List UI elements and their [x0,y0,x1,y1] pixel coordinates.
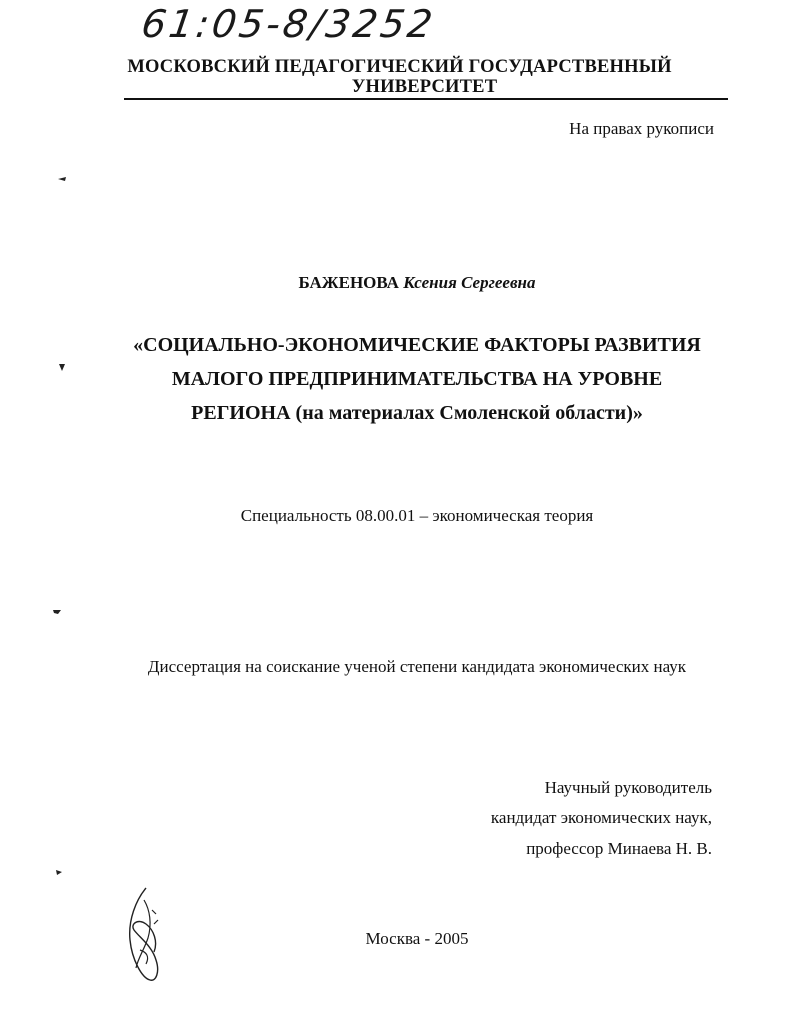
catalog-number: 61:05-8/3252 [138,2,439,46]
author-given-names: Ксения Сергеевна [403,273,536,292]
rights-note: На правах рукописи [569,119,714,138]
university-name-line2: УНИВЕРСИТЕТ [351,77,498,97]
supervisor-degree: кандидат экономических наук, [490,808,712,827]
signature-icon [116,880,176,990]
binding-mark-icon [57,362,67,372]
supervisor-name: профессор Минаева Н. В. [526,839,712,858]
header-divider [124,98,728,100]
specialty-line: Специальность 08.00.01 – экономическая теория [240,506,594,525]
thesis-title-line2: МАЛОГО ПРЕДПРИНИМАТЕЛЬСТВА НА УРОВНЕ [171,368,663,390]
binding-mark-icon [57,174,67,184]
city-year: Москва - 2005 [365,929,469,948]
thesis-title-line1: «СОЦИАЛЬНО-ЭКОНОМИЧЕСКИЕ ФАКТОРЫ РАЗВИТИЯ [133,334,701,356]
binding-mark-icon [54,867,64,877]
binding-mark-icon [52,606,62,616]
university-name-line1: МОСКОВСКИЙ ПЕДАГОГИЧЕСКИЙ ГОСУДАРСТВЕННЫЙ [127,57,672,77]
author-name [0,273,799,293]
thesis-title-line3: РЕГИОНА (на материалах Смоленской области)» [191,402,643,424]
author-surname: БАЖЕНОВА [298,273,399,292]
supervisor-role: Научный руководитель [544,778,712,797]
dissertation-line: Диссертация на соискание ученой степени кандидата экономических наук [147,657,687,676]
